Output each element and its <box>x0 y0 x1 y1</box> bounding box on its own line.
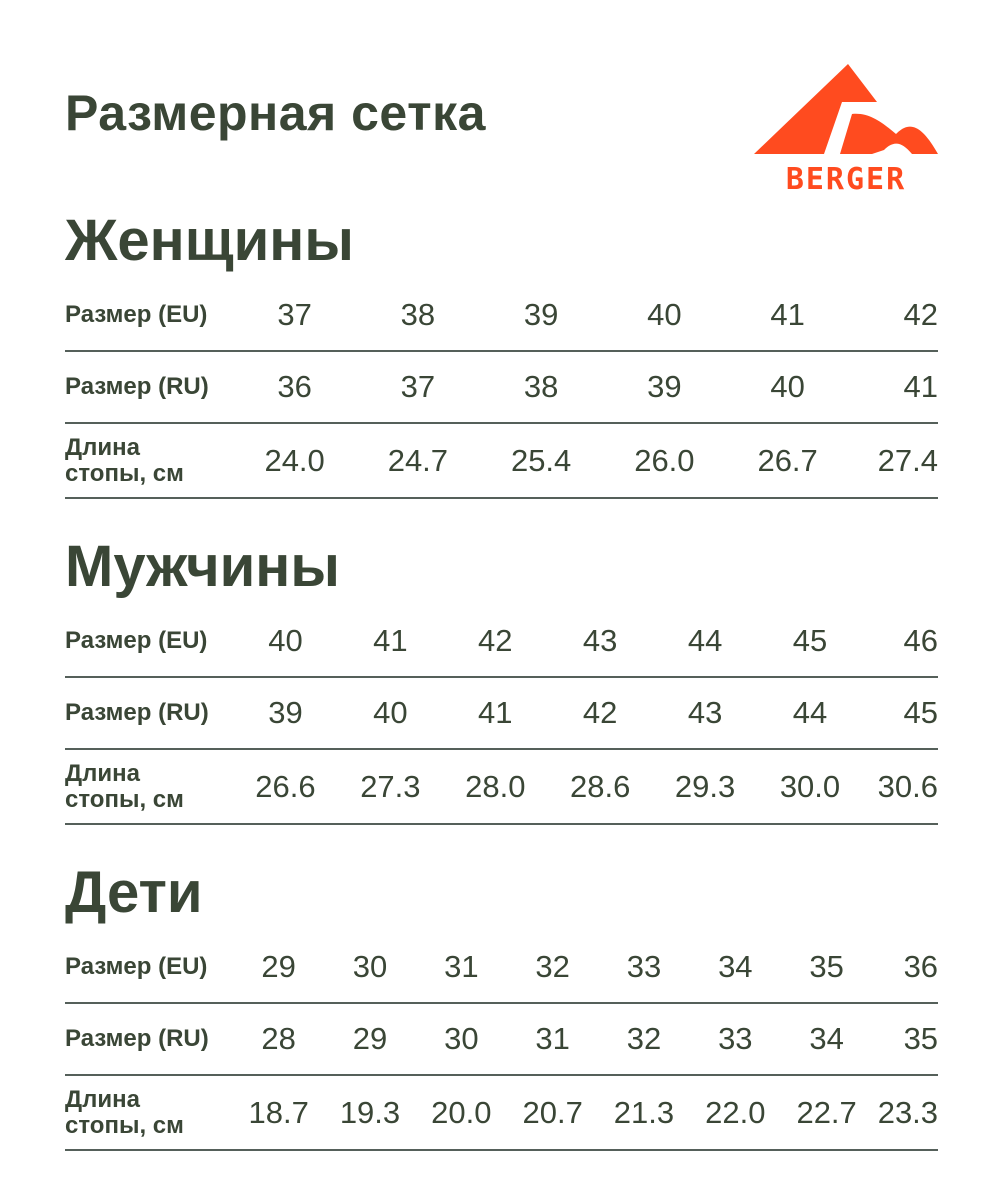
foot-length-cell: 26.7 <box>757 442 818 478</box>
brand-wordmark: BERGER <box>785 162 907 194</box>
eu-size-label: Размер (EU) <box>65 301 208 329</box>
ru-size-row <box>65 1004 938 1076</box>
foot-length-cell: 20.7 <box>522 1094 583 1130</box>
eu-size-cell: 33 <box>626 949 662 984</box>
eu-size-cell: 29 <box>261 949 296 984</box>
eu-size-cell: 40 <box>268 623 303 658</box>
page-title: Размерная сетка <box>65 85 486 141</box>
ru-size-label: Размер (RU) <box>65 699 209 727</box>
ru-size-cell: 28 <box>261 1021 296 1056</box>
section-title-men: Мужчины <box>65 534 340 599</box>
ru-size-row <box>65 678 938 750</box>
foot-length-label: Длина стопы, см <box>65 1086 184 1139</box>
ru-size-cell: 29 <box>352 1021 388 1056</box>
foot-length-row <box>65 1076 938 1151</box>
foot-length-cell: 24.7 <box>387 442 449 478</box>
foot-length-cell: 23.3 <box>877 1094 939 1130</box>
foot-length-row <box>65 750 938 825</box>
foot-length-cell: 28.0 <box>465 768 526 804</box>
ru-size-cell: 36 <box>277 369 312 404</box>
men-size-table <box>65 606 938 825</box>
ru-size-cell: 41 <box>478 695 513 730</box>
foot-length-cell: 26.6 <box>255 768 316 804</box>
foot-length-cell: 18.7 <box>248 1094 309 1130</box>
berger-logo <box>752 62 940 194</box>
foot-length-cell: 30.6 <box>877 768 938 804</box>
ru-size-row <box>65 352 938 424</box>
eu-size-cell: 41 <box>770 297 805 332</box>
eu-size-cell: 42 <box>903 297 938 332</box>
foot-length-cell: 29.3 <box>674 768 736 804</box>
eu-size-row <box>65 932 938 1004</box>
eu-size-cell: 45 <box>792 623 828 658</box>
women-size-table <box>65 280 938 499</box>
foot-length-cell: 19.3 <box>339 1094 401 1130</box>
eu-size-cell: 38 <box>400 297 436 332</box>
eu-size-cell: 36 <box>903 949 939 984</box>
foot-length-cell: 30.0 <box>779 768 841 804</box>
ru-size-cell: 30 <box>444 1021 479 1056</box>
mountain-icon <box>754 64 938 154</box>
ru-size-label: Размер (RU) <box>65 1025 209 1053</box>
foot-length-cell: 26.0 <box>634 442 695 478</box>
eu-size-cell: 43 <box>582 623 618 658</box>
ru-size-cell: 43 <box>687 695 723 730</box>
foot-length-cell: 22.0 <box>705 1094 766 1130</box>
foot-length-cell: 20.0 <box>431 1094 492 1130</box>
foot-length-row <box>65 424 938 499</box>
ru-size-cell: 40 <box>770 369 805 404</box>
eu-size-cell: 34 <box>718 949 753 984</box>
eu-size-label: Размер (EU) <box>65 953 208 981</box>
foot-length-cell: 28.6 <box>570 768 631 804</box>
section-title-women: Женщины <box>65 208 354 273</box>
ru-size-cell: 34 <box>809 1021 844 1056</box>
ru-size-cell: 33 <box>718 1021 753 1056</box>
ru-size-label: Размер (RU) <box>65 373 209 401</box>
eu-size-cell: 42 <box>478 623 513 658</box>
eu-size-cell: 39 <box>523 297 559 332</box>
eu-size-cell: 35 <box>809 949 844 984</box>
foot-length-cell: 27.3 <box>360 768 421 804</box>
eu-size-cell: 32 <box>535 949 570 984</box>
eu-size-row <box>65 280 938 352</box>
foot-length-cell: 27.4 <box>877 442 938 478</box>
foot-length-cell: 22.7 <box>796 1094 857 1130</box>
ru-size-cell: 41 <box>903 369 938 404</box>
eu-size-cell: 30 <box>352 949 388 984</box>
eu-size-label: Размер (EU) <box>65 627 208 655</box>
ru-size-cell: 35 <box>903 1021 939 1056</box>
eu-size-cell: 41 <box>373 623 408 658</box>
foot-length-cell: 25.4 <box>510 442 572 478</box>
ru-size-cell: 37 <box>400 369 436 404</box>
ru-size-cell: 39 <box>647 369 682 404</box>
ru-size-cell: 40 <box>373 695 408 730</box>
kids-size-table <box>65 932 938 1151</box>
ru-size-cell: 42 <box>582 695 618 730</box>
eu-size-cell: 46 <box>903 623 938 658</box>
ru-size-cell: 31 <box>535 1021 570 1056</box>
foot-length-label: Длина стопы, см <box>65 434 184 487</box>
ru-size-cell: 39 <box>268 695 303 730</box>
ru-size-cell: 38 <box>523 369 559 404</box>
foot-length-cell: 24.0 <box>264 442 325 478</box>
eu-size-row <box>65 606 938 678</box>
ru-size-cell: 44 <box>792 695 828 730</box>
eu-size-cell: 44 <box>687 623 723 658</box>
eu-size-cell: 40 <box>647 297 682 332</box>
foot-length-cell: 21.3 <box>613 1094 675 1130</box>
ru-size-cell: 45 <box>903 695 938 730</box>
section-title-kids: Дети <box>65 860 203 925</box>
eu-size-cell: 37 <box>277 297 312 332</box>
foot-length-label: Длина стопы, см <box>65 760 184 813</box>
eu-size-cell: 31 <box>444 949 479 984</box>
ru-size-cell: 32 <box>626 1021 662 1056</box>
